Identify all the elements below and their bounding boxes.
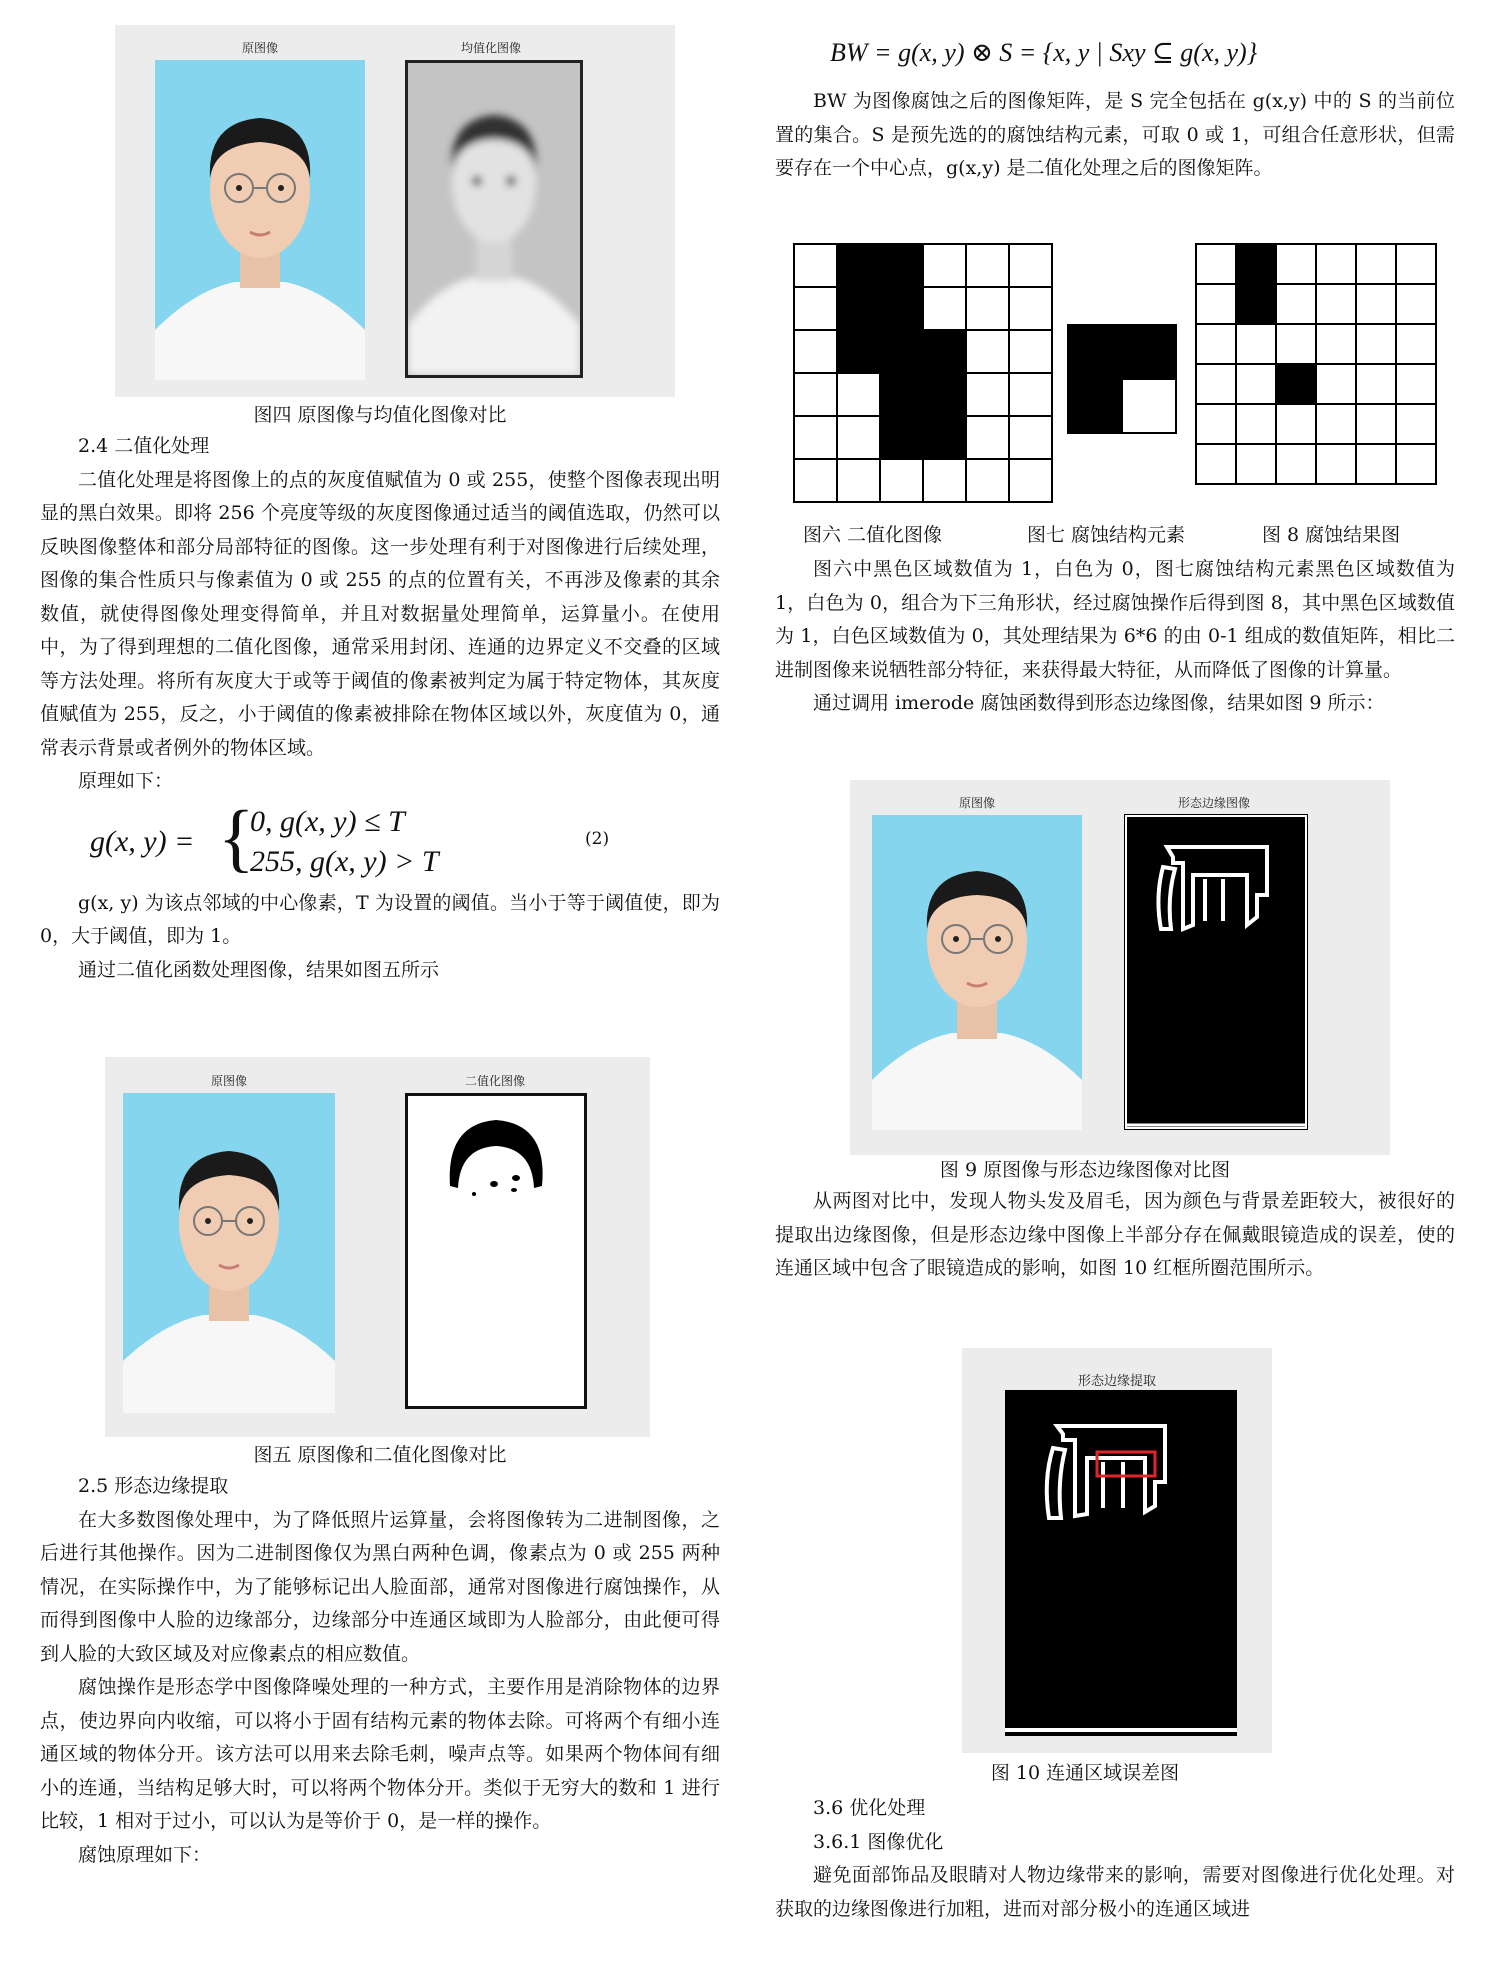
figure-4-caption: 图四 原图像与均值化图像对比 bbox=[253, 404, 507, 426]
section-2-4-paragraph-4: 通过二值化函数处理图像，结果如图五所示 bbox=[78, 958, 440, 981]
grid-cell bbox=[966, 244, 1009, 287]
grid-cell bbox=[923, 373, 966, 416]
section-3-6 bbox=[775, 1792, 1455, 1926]
grid-cell bbox=[1316, 284, 1356, 324]
grid-cell bbox=[1009, 330, 1052, 373]
equalized-illustration bbox=[408, 63, 580, 375]
grid-cell bbox=[966, 459, 1009, 502]
grid-cell bbox=[1009, 416, 1052, 459]
section-2-4-paragraph-1: 二值化处理是将图像上的点的灰度值赋值为 0 或 255，使整个图像表现出明显的黑白效果。即将 256 个亮度等级的灰度图像通过适当的阈值选取，仍然可以反映图像整体和部分局部特征的图像。这一步处理有利于对图像进行后续处理，图像的集合性质只与像素值为 0 或 255 的点的位置有关，不再涉及像素的其余数值，就使得图像处理变得简单，并且对数据量处理简单，运算量小。在使用中，为了得到理想的二值化图像，通常采用封闭、连通的边界定义不交叠的区域等方法处理。将所有灰度大于或等于阈值的像素被判定为属于特定物体，其灰度值赋值为 255，反之，小于阈值的像素被排除在物体区域以外，灰度值为 0，通常表示背景或者例外的物体区域。 bbox=[40, 468, 720, 759]
portrait-illustration bbox=[155, 60, 365, 380]
edge-paragraph: 从两图对比中，发现人物头发及眉毛，因为颜色与背景差距较大，被很好的提取出边缘图像，但是形态边缘中图像上半部分存在佩戴眼镜造成的误差，使的连通区域中包含了眼镜造成的影响，如图 10 红框所圈范围所示。 bbox=[775, 1190, 1455, 1279]
grid-cell bbox=[1316, 324, 1356, 364]
figure-5-left-title: 原图像 bbox=[210, 1074, 247, 1088]
grid-cell bbox=[1356, 404, 1396, 444]
binarized-illustration bbox=[408, 1096, 584, 1406]
grid-cell bbox=[837, 373, 880, 416]
grid-cell bbox=[1276, 244, 1316, 284]
grid-cell bbox=[1236, 404, 1276, 444]
figure-10-title: 形态边缘提取 bbox=[1077, 1374, 1156, 1389]
grid-cell bbox=[794, 287, 837, 330]
section-2-4-paragraph-2: 原理如下： bbox=[78, 770, 174, 792]
grid-cell bbox=[966, 330, 1009, 373]
grid-cell bbox=[1122, 325, 1176, 379]
figure-9 bbox=[850, 780, 1390, 1155]
section-2-5-paragraph-1: 在大多数图像处理中，为了降低照片运算量，会将图像转为二进制图像，之后进行其他操作。因为二进制图像仅为黑白两种色调，像素点为 0 或 255 两种情况，在实际操作中，为了能够标记出人脸面部，通常对图像进行腐蚀操作，从而得到图像中人脸的边缘部分，边缘部分中连通区域即为人脸部分，由此便可得到人脸的大致区域及对应像素点的相应数值。 bbox=[40, 1508, 720, 1665]
portrait-illustration-3 bbox=[872, 815, 1082, 1130]
grid-cell bbox=[794, 373, 837, 416]
grid-cell bbox=[1068, 325, 1122, 379]
figure-9-left-title: 原图像 bbox=[958, 796, 995, 810]
grid-cell bbox=[923, 459, 966, 502]
grid-cell bbox=[837, 330, 880, 373]
grid-cell bbox=[880, 330, 923, 373]
figure-4-right-title: 均值化图像 bbox=[460, 41, 521, 55]
grid-cell bbox=[837, 416, 880, 459]
equation-2-brace: { bbox=[218, 795, 255, 880]
section-2-4-heading: 2.4 二值化处理 bbox=[78, 435, 210, 457]
section-2-4-paragraph-3: g(x, y) 为该点邻域的中心像素，T 为设置的阈值。当小于等于阈值使，即为 0，大于阈值，即为 1。 bbox=[40, 891, 720, 947]
grid-cell bbox=[966, 416, 1009, 459]
section-2-5-paragraph-2: 腐蚀操作是形态学中图像降噪处理的一种方式，主要作用是消除物体的边界点，使边界向内收缩，可以将小于固有结构元素的物体去除。可将两个有细小连通区域的物体分开。该方法可以用来去除毛刺，噪声点等。如果两个物体间有细小的连通，当结构足够大时，可以将两个物体分开。类似于无穷大的数和 1 进行比较，1 相对于过小，可以认为是等价于 0，是一样的操作。 bbox=[40, 1676, 720, 1832]
grid-cell bbox=[1009, 244, 1052, 287]
morphological-edge-image bbox=[1125, 815, 1307, 1129]
grid-cell bbox=[880, 459, 923, 502]
grid-cell bbox=[1236, 364, 1276, 404]
erosion-paragraph-3: 通过调用 imerode 腐蚀函数得到形态边缘图像，结果如图 9 所示： bbox=[813, 692, 1385, 714]
grid-cell bbox=[1276, 364, 1316, 404]
grid-cell bbox=[1316, 404, 1356, 444]
grid-cell bbox=[1356, 364, 1396, 404]
grid-cell bbox=[1196, 444, 1236, 484]
equation-2-lhs: g(x, y) = bbox=[90, 824, 195, 858]
grid-cell bbox=[1236, 284, 1276, 324]
original-portrait-image bbox=[155, 60, 365, 380]
figure-10 bbox=[962, 1348, 1272, 1753]
grid-cell bbox=[923, 287, 966, 330]
grid-cell bbox=[1196, 284, 1236, 324]
grid-cell bbox=[1396, 444, 1436, 484]
grid-cell bbox=[923, 330, 966, 373]
grid-cell bbox=[1009, 459, 1052, 502]
grid-cell bbox=[1009, 287, 1052, 330]
erosion-results bbox=[775, 553, 1455, 721]
grid-cell bbox=[880, 416, 923, 459]
grid-cell bbox=[1196, 404, 1236, 444]
grid-cell bbox=[794, 416, 837, 459]
grid-cell bbox=[1396, 244, 1436, 284]
equation-2 bbox=[40, 795, 720, 887]
grid-cell bbox=[1316, 364, 1356, 404]
figure-8-caption: 图 8 腐蚀结果图 bbox=[1262, 524, 1401, 546]
grid-cell bbox=[794, 244, 837, 287]
figure-4-left-title: 原图像 bbox=[241, 41, 278, 55]
section-3-6-heading: 3.6 优化处理 bbox=[813, 1797, 926, 1819]
figure-5-right-title: 二值化图像 bbox=[464, 1074, 525, 1088]
grid-cell bbox=[1236, 324, 1276, 364]
figure-6-caption: 图六 二值化图像 bbox=[803, 524, 943, 546]
grid-cell bbox=[966, 287, 1009, 330]
figure-10-caption: 图 10 连通区域误差图 bbox=[990, 1762, 1180, 1784]
grid-cell bbox=[1122, 379, 1176, 433]
grid-cell bbox=[880, 287, 923, 330]
figure-4 bbox=[115, 25, 675, 397]
grid-cell bbox=[1196, 324, 1236, 364]
section-2-5-paragraph-3: 腐蚀原理如下： bbox=[78, 1843, 212, 1866]
grid-cell bbox=[1396, 364, 1436, 404]
figure-9-caption: 图 9 原图像与形态边缘图像对比图 bbox=[939, 1159, 1231, 1181]
figure-8-erosion-result bbox=[1195, 243, 1441, 489]
grid-cell bbox=[1316, 244, 1356, 284]
grid-cell bbox=[794, 330, 837, 373]
grid-cell bbox=[1356, 284, 1396, 324]
grid-cell bbox=[880, 244, 923, 287]
grid-cell bbox=[1068, 379, 1122, 433]
binarized-image bbox=[405, 1093, 587, 1409]
grid-cell bbox=[966, 373, 1009, 416]
equation-2-case-1: 0, g(x, y) ≤ T bbox=[250, 804, 405, 838]
figure-7-structuring-element bbox=[1067, 324, 1177, 434]
original-portrait-image-3 bbox=[872, 815, 1082, 1130]
grid-cell bbox=[1196, 244, 1236, 284]
grid-cell bbox=[837, 287, 880, 330]
grid-cell bbox=[1396, 284, 1436, 324]
figure-5-caption: 图五 原图像和二值化图像对比 bbox=[253, 1444, 507, 1466]
figure-5 bbox=[105, 1057, 650, 1437]
error-illustration bbox=[1005, 1390, 1237, 1736]
grid-cell bbox=[923, 416, 966, 459]
section-2-4 bbox=[40, 430, 720, 987]
grid-cell bbox=[1276, 444, 1316, 484]
grid-cell bbox=[837, 244, 880, 287]
grid-cell bbox=[1356, 324, 1396, 364]
equation-2-case-2: 255, g(x, y) > T bbox=[250, 844, 439, 878]
grid-cell bbox=[1316, 444, 1356, 484]
connected-region-error-image bbox=[1005, 1390, 1237, 1736]
grid-cell bbox=[1396, 324, 1436, 364]
section-2-5 bbox=[40, 1470, 720, 1872]
grid-cell bbox=[880, 373, 923, 416]
grid-cell bbox=[1356, 444, 1396, 484]
erosion-paragraph-1: BW 为图像腐蚀之后的图像矩阵，是 S 完全包括在 g(x,y) 中的 S 的当前位置的集合。S 是预先选的的腐蚀结构元素，可取 0 或 1，可组合任意形状，但需要存在一个中心点，g(x,y) 是二值化处理之后的图像矩阵。 bbox=[775, 90, 1455, 179]
grid-cell bbox=[1009, 373, 1052, 416]
portrait-illustration-2 bbox=[123, 1093, 335, 1413]
grid-cell bbox=[1276, 284, 1316, 324]
grid-cell bbox=[1396, 404, 1436, 444]
equalized-portrait-image bbox=[405, 60, 583, 378]
figure-9-right-title: 形态边缘图像 bbox=[1177, 796, 1250, 810]
figure-6-binary-grid bbox=[793, 243, 1055, 505]
figure-7-caption: 图七 腐蚀结构元素 bbox=[1027, 524, 1186, 546]
grid-cell bbox=[837, 459, 880, 502]
grid-cell bbox=[1276, 404, 1316, 444]
original-portrait-image-2 bbox=[123, 1093, 335, 1413]
section-3-6-1-heading: 3.6.1 图像优化 bbox=[813, 1830, 944, 1853]
grid-cell bbox=[794, 459, 837, 502]
grid-cell bbox=[1236, 444, 1276, 484]
grid-cell bbox=[1356, 244, 1396, 284]
edge-illustration bbox=[1127, 817, 1305, 1127]
grid-cell bbox=[1276, 324, 1316, 364]
erosion-explanation bbox=[775, 85, 1455, 186]
equation-2-number: (2) bbox=[585, 828, 610, 849]
erosion-paragraph-2: 图六中黑色区域数值为 1，白色为 0，图七腐蚀结构元素黑色区域数值为 1，白色为 0，组合为下三角形状，经过腐蚀操作后得到图 8，其中黑色区域数值为 1，白色区域数值为 0，其处理结果为 6*6 的由 0-1 组成的数值矩阵，相比二进制图像来说牺牲部分特征，来获得最大特征，从而降低了图像的计算量。 bbox=[775, 558, 1455, 681]
grid-cell bbox=[923, 244, 966, 287]
grid-cell bbox=[1236, 244, 1276, 284]
section-3-6-1-paragraph: 避免面部饰品及眼睛对人物边缘带来的影响，需要对图像进行优化处理。对获取的边缘图像进行加粗，进而对部分极小的连通区域进 bbox=[775, 1864, 1455, 1920]
grid-cell bbox=[1196, 364, 1236, 404]
section-2-5-heading: 2.5 形态边缘提取 bbox=[78, 1475, 229, 1497]
erosion-formula: BW = g(x, y) ⊗ S = {x, y | Sxy ⊆ g(x, y)} bbox=[830, 38, 1258, 67]
edge-discussion bbox=[775, 1185, 1455, 1286]
